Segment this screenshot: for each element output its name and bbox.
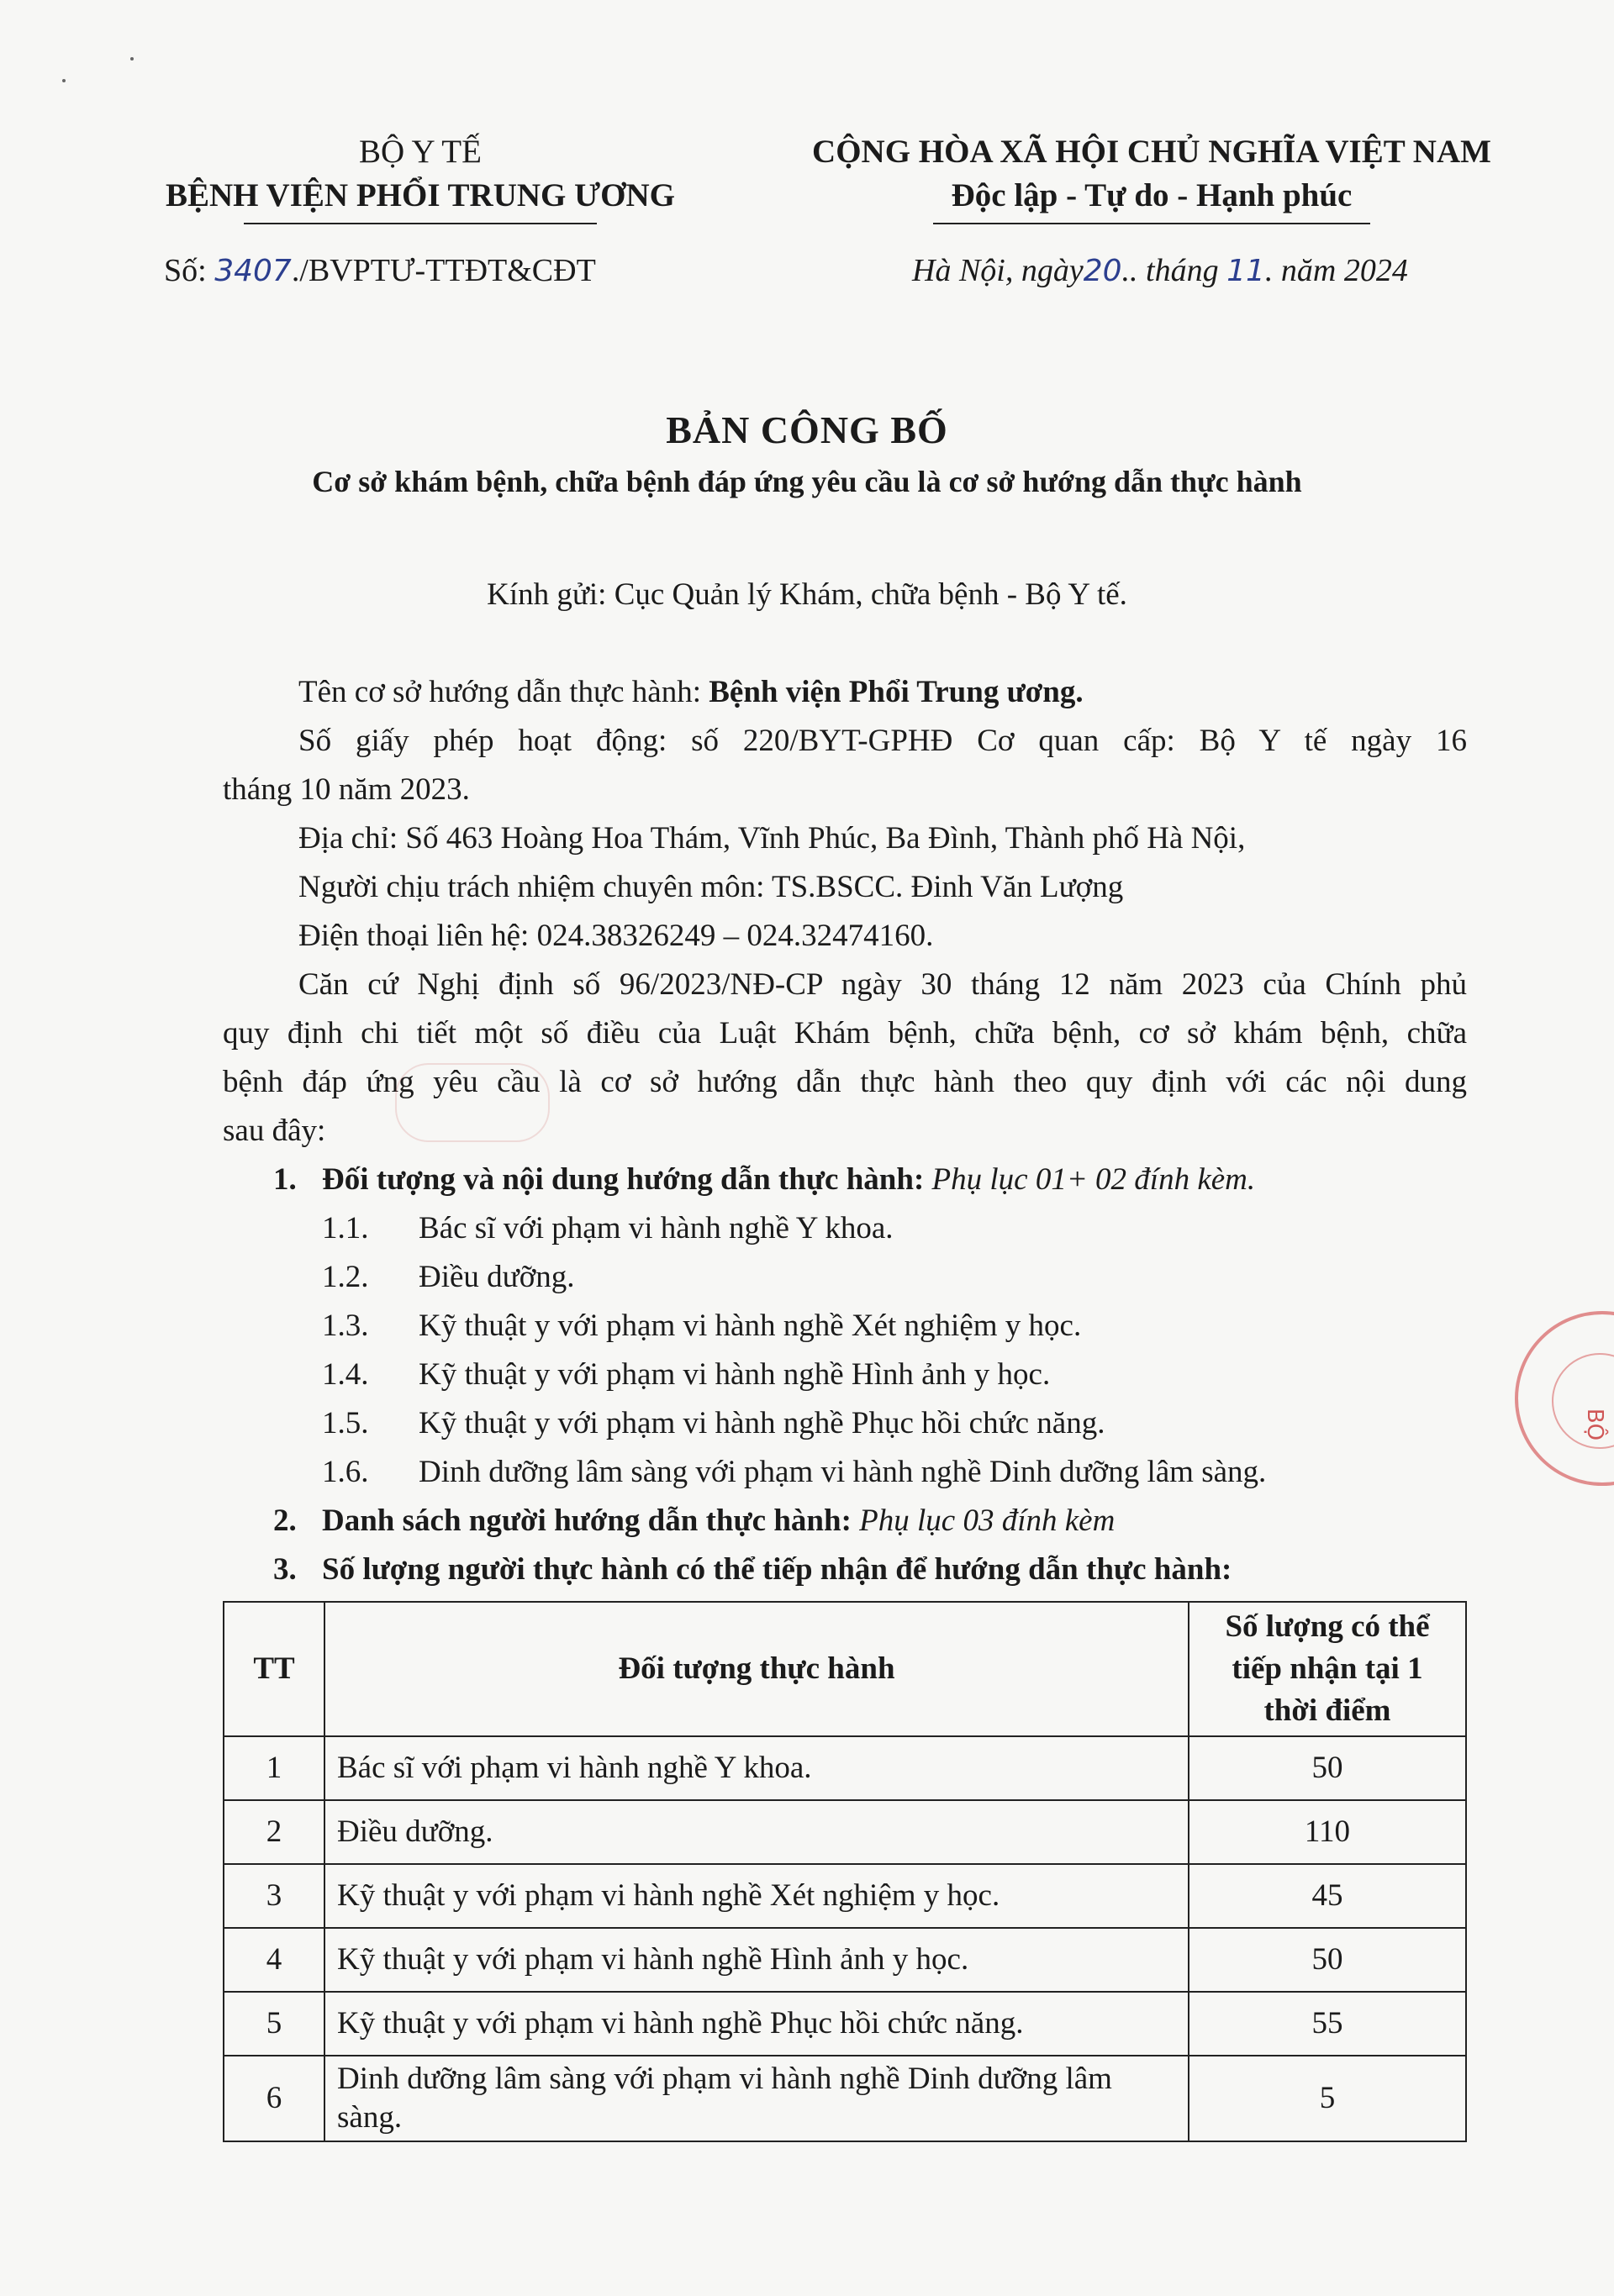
cell-object: Kỹ thuật y với phạm vi hành nghề Hình ảnh y học. <box>324 1928 1189 1992</box>
subitem <box>322 1448 1465 1497</box>
cell-quantity: 110 <box>1189 1800 1466 1864</box>
header-rule <box>244 223 597 224</box>
subitem-text: Kỹ thuật y với phạm vi hành nghề Xét nghiệm y học. <box>419 1309 1082 1343</box>
subitem-text: Kỹ thuật y với phạm vi hành nghề Hình ảnh y học. <box>419 1357 1051 1392</box>
subitem <box>322 1351 1465 1399</box>
cell-quantity: 50 <box>1189 1928 1466 1992</box>
motto-rule <box>933 223 1370 224</box>
table-header-row <box>224 1602 1466 1736</box>
nation-name: CỘNG HÒA XÃ HỘI CHỦ NGHĨA VIỆT NAM <box>812 134 1491 170</box>
subitem-text: Kỹ thuật y với phạm vi hành nghề Phục hồi chức năng. <box>419 1406 1105 1440</box>
date-day: 20 <box>1083 254 1122 288</box>
subitem <box>322 1302 1465 1351</box>
greeting: Kính gửi: Cục Quản lý Khám, chữa bệnh - Bộ Y tế. <box>487 577 1127 612</box>
section-note: Phụ lục 03 đính kèm <box>859 1503 1116 1538</box>
section-2 <box>273 1497 1467 1546</box>
facility-name: Bệnh viện Phổi Trung ương. <box>709 675 1084 709</box>
cell-tt: 1 <box>224 1736 324 1800</box>
document-date <box>912 252 1408 289</box>
table-row <box>224 1800 1466 1864</box>
national-motto: Độc lập - Tự do - Hạnh phúc <box>951 177 1353 213</box>
cell-quantity: 45 <box>1189 1864 1466 1928</box>
table-row <box>224 1864 1466 1928</box>
cell-object: Điều dưỡng. <box>324 1800 1189 1864</box>
license-line-2: tháng 10 năm 2023. <box>223 772 470 807</box>
doc-number-prefix: Số: <box>164 253 215 288</box>
table-row <box>224 1992 1466 2056</box>
phone-line: Điện thoại liên hệ: 024.38326249 – 024.32474160. <box>298 919 934 953</box>
scan-speck <box>62 79 66 82</box>
basis-line-2: quy định chi tiết một số điều của Luật Khám bệnh, chữa bệnh, cơ sở khám bệnh, chữa <box>223 1016 1467 1051</box>
date-month: 11 <box>1226 254 1265 288</box>
doc-number-handwritten: 3407 <box>214 254 292 288</box>
section-heading: Danh sách người hướng dẫn thực hành: <box>322 1503 860 1538</box>
scan-speck <box>130 57 134 61</box>
section-number: 3. <box>273 1552 297 1587</box>
date-year: . năm 2024 <box>1264 253 1408 288</box>
cell-tt: 6 <box>224 2056 324 2141</box>
stamp-text: BỘ <box>1582 1408 1608 1441</box>
date-prefix: Hà Nội, ngày <box>912 253 1084 288</box>
cell-tt: 4 <box>224 1928 324 1992</box>
subitem-number: 1.1. <box>322 1211 369 1245</box>
subitem <box>322 1399 1465 1448</box>
subitem-number: 1.5. <box>322 1406 369 1440</box>
document-number <box>164 252 596 289</box>
doc-number-suffix: ./BVPTƯ-TTĐT&CĐT <box>291 253 596 288</box>
cell-object: Kỹ thuật y với phạm vi hành nghề Xét nghiệm y học. <box>324 1864 1189 1928</box>
subitem-number: 1.2. <box>322 1260 369 1294</box>
facility-label: Tên cơ sở hướng dẫn thực hành: <box>298 675 709 709</box>
cell-object: Kỹ thuật y với phạm vi hành nghề Phục hồi chức năng. <box>324 1992 1189 2056</box>
header-quantity <box>1189 1602 1466 1736</box>
license-line: Số giấy phép hoạt động: số 220/BYT-GPHĐ Cơ quan cấp: Bộ Y tế ngày 16 <box>298 724 1467 758</box>
section-note: Phụ lục 01+ 02 đính kèm. <box>931 1162 1256 1197</box>
table-row <box>224 1736 1466 1800</box>
section-number: 1. <box>273 1162 297 1197</box>
subitem-number: 1.4. <box>322 1357 369 1392</box>
header-quantity-line: thời điểm <box>1263 1693 1391 1728</box>
table-row <box>224 2056 1466 2141</box>
section-heading: Số lượng người thực hành có thể tiếp nhận để hướng dẫn thực hành: <box>322 1552 1232 1587</box>
document-title: BẢN CÔNG BỐ <box>666 408 948 451</box>
section-1 <box>273 1156 1467 1204</box>
header-tt: TT <box>224 1602 324 1736</box>
facility-line <box>223 668 1467 717</box>
address-line: Địa chỉ: Số 463 Hoàng Hoa Thám, Vĩnh Phúc, Ba Đình, Thành phố Hà Nội, <box>298 821 1246 856</box>
section-heading: Đối tượng và nội dung hướng dẫn thực hành: <box>322 1162 932 1197</box>
header-quantity-line: tiếp nhận tại 1 <box>1232 1651 1423 1686</box>
responsible-line: Người chịu trách nhiệm chuyên môn: TS.BSCC. Đinh Văn Lượng <box>298 870 1124 904</box>
basis-line-4: sau đây: <box>223 1114 326 1148</box>
national-block <box>790 130 1513 224</box>
ministry-name: BỘ Y TẾ <box>359 134 482 170</box>
section-number: 2. <box>273 1503 297 1538</box>
subitem <box>322 1253 1465 1302</box>
faint-seal-mark <box>395 1063 550 1142</box>
issuer-block <box>126 130 715 224</box>
subitem-text: Điều dưỡng. <box>419 1260 575 1294</box>
subitem <box>322 1204 1465 1253</box>
section-3 <box>273 1546 1467 1594</box>
header-object: Đối tượng thực hành <box>324 1602 1189 1736</box>
subitem-number: 1.6. <box>322 1455 369 1489</box>
capacity-table <box>223 1601 1467 2142</box>
header-quantity-line: Số lượng có thể <box>1225 1609 1430 1644</box>
basis-line-3: bệnh đáp ứng yêu cầu là cơ sở hướng dẫn thực hành theo quy định với các nội dung <box>223 1065 1467 1099</box>
cell-tt: 5 <box>224 1992 324 2056</box>
document-subtitle: Cơ sở khám bệnh, chữa bệnh đáp ứng yêu cầu là cơ sở hướng dẫn thực hành <box>312 465 1302 498</box>
subitem-text: Bác sĩ với phạm vi hành nghề Y khoa. <box>419 1211 894 1245</box>
cell-quantity: 5 <box>1189 2056 1466 2141</box>
cell-quantity: 55 <box>1189 1992 1466 2056</box>
hospital-name: BỆNH VIỆN PHỔI TRUNG ƯƠNG <box>165 177 676 213</box>
date-month-label: .. tháng <box>1121 253 1227 288</box>
cell-object: Bác sĩ với phạm vi hành nghề Y khoa. <box>324 1736 1189 1800</box>
cell-object: Dinh dưỡng lâm sàng với phạm vi hành nghề Dinh dưỡng lâm sàng. <box>324 2056 1189 2141</box>
table-row <box>224 1928 1466 1992</box>
subitem-text: Dinh dưỡng lâm sàng với phạm vi hành nghề Dinh dưỡng lâm sàng. <box>419 1455 1267 1489</box>
subitem-number: 1.3. <box>322 1309 369 1343</box>
basis-line-1: Căn cứ Nghị định số 96/2023/NĐ-CP ngày 30 tháng 12 năm 2023 của Chính phủ <box>298 967 1467 1002</box>
cell-tt: 2 <box>224 1800 324 1864</box>
cell-tt: 3 <box>224 1864 324 1928</box>
cell-quantity: 50 <box>1189 1736 1466 1800</box>
